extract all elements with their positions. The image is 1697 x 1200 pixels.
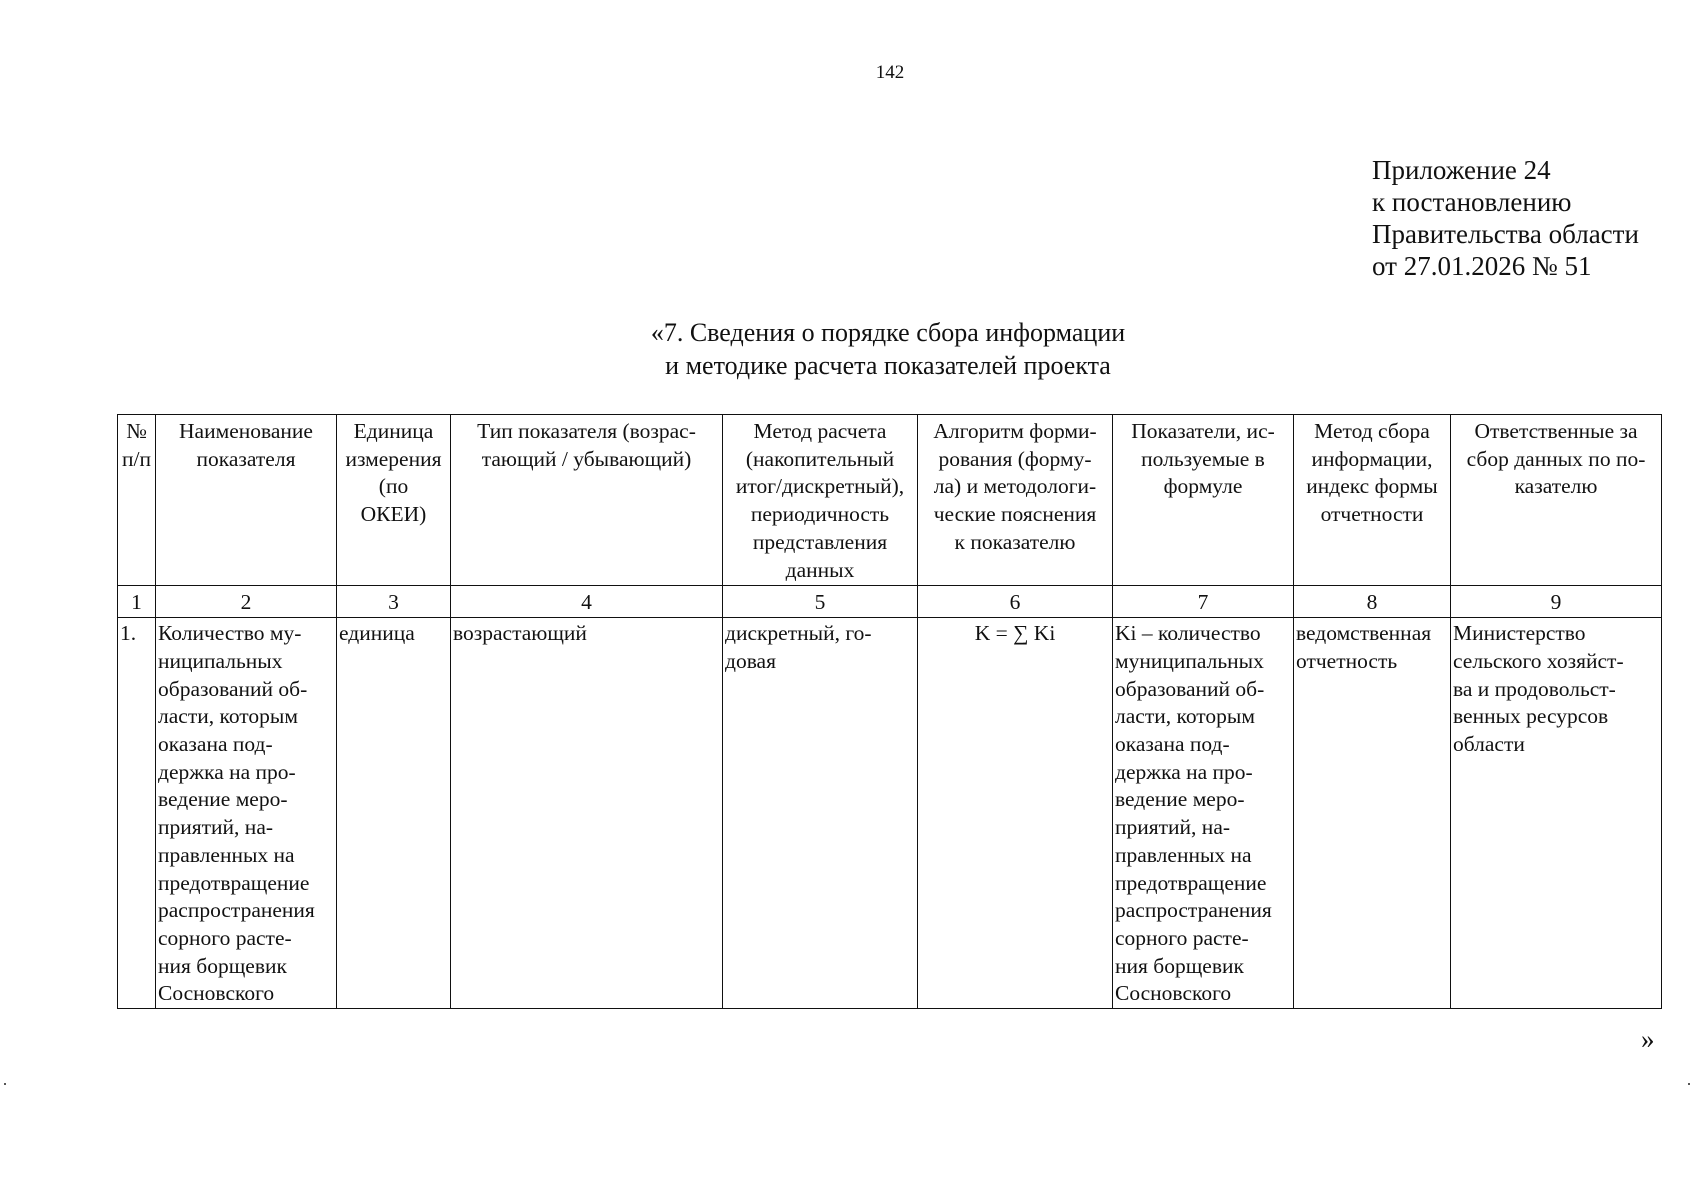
cell-text-line: ния борщевик <box>158 953 287 978</box>
column-number: 1 <box>118 586 156 618</box>
cell-text-line: довая <box>725 648 776 673</box>
column-number: 2 <box>156 586 337 618</box>
cell-text-line: представления <box>752 529 888 554</box>
cell-text-line: (по <box>378 474 409 499</box>
closing-quote: » <box>1641 1024 1655 1054</box>
table-cell <box>156 618 337 1009</box>
table-cell <box>918 618 1113 1009</box>
header-row <box>118 415 1662 586</box>
scan-edge-mark <box>1688 1083 1690 1085</box>
cell-text-line: ласти, которым <box>158 704 298 729</box>
column-header <box>156 415 337 586</box>
table-body <box>118 415 1662 1009</box>
cell-text-line: показателя <box>196 446 296 471</box>
cell-text-line: Метод сбора <box>1314 419 1430 443</box>
cell-text-line: Министерство <box>1453 621 1586 646</box>
table-cell <box>1294 618 1451 1009</box>
cell-text-line: ниципальных <box>158 648 283 673</box>
column-header <box>118 415 156 586</box>
cell-text-line: ческие пояснения <box>933 502 1097 527</box>
cell-text-line: Сосновского <box>158 981 275 1006</box>
cell-text-line: п/п <box>122 446 151 471</box>
column-number: 4 <box>451 586 723 618</box>
cell-text-line: сельского хозяйст- <box>1453 648 1624 673</box>
table-row <box>118 618 1662 1009</box>
cell-text-line: области <box>1453 732 1525 757</box>
cell-text-line: Ki – количество <box>1115 621 1261 646</box>
cell-text-line: отчетности <box>1320 502 1424 527</box>
cell-text-line: Метод расчета <box>753 419 887 443</box>
cell-text-line: итог/дискретный), <box>735 474 905 499</box>
cell-text-line: оказана под- <box>1115 732 1230 757</box>
cell-text-line: тающий / убывающий) <box>481 446 692 471</box>
cell-text-line: распространения <box>158 898 315 923</box>
cell-text-line: пользуемые в <box>1141 446 1265 471</box>
cell-text-line: предотвращение <box>1115 870 1267 895</box>
cell-text-line: ОКЕИ) <box>360 502 427 527</box>
cell-text-line: приятий, на- <box>1115 815 1231 840</box>
cell-text-line: Ответственные за <box>1474 419 1638 443</box>
cell-text-line: казателю <box>1514 474 1598 499</box>
cell-text-line: предотвращение <box>158 870 310 895</box>
column-header <box>451 415 723 586</box>
cell-text-line: данных <box>785 557 855 582</box>
cell-text-line: сбор данных по по- <box>1466 446 1646 471</box>
column-number: 3 <box>337 586 451 618</box>
cell-text-line: возрастающий <box>453 621 587 646</box>
cell-text-line: образований об- <box>1115 676 1265 701</box>
page-number: 142 <box>875 62 905 83</box>
cell-text-line: держка на про- <box>1115 759 1253 784</box>
column-header <box>1294 415 1451 586</box>
cell-text-line: Тип показателя (возрас- <box>477 419 696 443</box>
cell-text-line: правленных на <box>1115 842 1252 867</box>
cell-text-line: сорного расте- <box>158 925 292 950</box>
column-header <box>337 415 451 586</box>
column-number: 5 <box>723 586 918 618</box>
table-cell <box>337 618 451 1009</box>
cell-text-line: ла) и методологи- <box>933 474 1097 499</box>
column-number: 9 <box>1451 586 1662 618</box>
cell-text-line: правленных на <box>158 842 295 867</box>
cell-text-line: распространения <box>1115 898 1272 923</box>
column-header <box>723 415 918 586</box>
column-header <box>918 415 1113 586</box>
cell-text-line: Сосновского <box>1115 981 1232 1006</box>
cell-text-line: ведение меро- <box>1115 787 1245 812</box>
cell-text-line: сорного расте- <box>1115 925 1249 950</box>
cell-text-line: ласти, которым <box>1115 704 1255 729</box>
column-header <box>1451 415 1662 586</box>
cell-text-line: K = ∑ Ki <box>974 621 1056 646</box>
table-cell <box>451 618 723 1009</box>
cell-text-line: к показателю <box>954 529 1076 554</box>
indicators-table <box>117 414 1662 1009</box>
table-cell <box>118 618 156 1009</box>
column-number: 8 <box>1294 586 1451 618</box>
cell-text-line: рования (форму- <box>938 446 1092 471</box>
cell-text-line: периодичность <box>750 502 890 527</box>
cell-text-line: № <box>126 419 147 443</box>
cell-text-line: ведомственная <box>1296 621 1432 646</box>
cell-text-line: Алгоритм форми- <box>933 419 1097 443</box>
appendix-line: к постановлению <box>1372 187 1572 217</box>
table-cell <box>1451 618 1662 1009</box>
appendix-line: от 27.01.2026 № 51 <box>1372 251 1592 281</box>
cell-text-line: информации, <box>1311 446 1433 471</box>
cell-text-line: Показатели, ис- <box>1131 419 1275 443</box>
cell-text-line: приятий, на- <box>158 815 274 840</box>
appendix-line: Правительства области <box>1372 219 1639 249</box>
cell-text-line: муниципальных <box>1115 648 1264 673</box>
cell-text-line: измерения <box>345 446 442 471</box>
cell-text-line: Количество му- <box>158 621 302 646</box>
column-header <box>1113 415 1294 586</box>
cell-text-line: венных ресурсов <box>1453 704 1609 729</box>
appendix-block <box>1372 154 1639 282</box>
cell-text-line: отчетность <box>1296 648 1398 673</box>
cell-text-line: формуле <box>1163 474 1243 499</box>
column-number: 7 <box>1113 586 1294 618</box>
cell-text-line: ведение меро- <box>158 787 288 812</box>
cell-text-line: ва и продовольст- <box>1453 676 1616 701</box>
appendix-line: Приложение 24 <box>1372 155 1551 185</box>
cell-text-line: держка на про- <box>158 759 296 784</box>
cell-text-line: 1. <box>120 621 137 646</box>
scan-edge-mark <box>4 1083 6 1085</box>
cell-text-line: индекс формы <box>1306 474 1438 499</box>
cell-text-line: оказана под- <box>158 732 273 757</box>
cell-text-line: ния борщевик <box>1115 953 1244 978</box>
cell-text-line: Наименование <box>179 419 313 443</box>
cell-text-line: единица <box>339 621 415 646</box>
column-number-row <box>118 586 1662 618</box>
table-cell <box>723 618 918 1009</box>
cell-text-line: дискретный, го- <box>725 621 872 646</box>
section-title-line: «7. Сведения о порядке сбора информации <box>650 318 1126 347</box>
cell-text-line: (накопительный <box>745 446 895 471</box>
column-number: 6 <box>918 586 1113 618</box>
section-title-line: и методике расчета показателей проекта <box>665 351 1111 380</box>
section-title <box>560 316 1216 382</box>
cell-text-line: образований об- <box>158 676 308 701</box>
table-cell <box>1113 618 1294 1009</box>
cell-text-line: Единица <box>353 419 434 443</box>
